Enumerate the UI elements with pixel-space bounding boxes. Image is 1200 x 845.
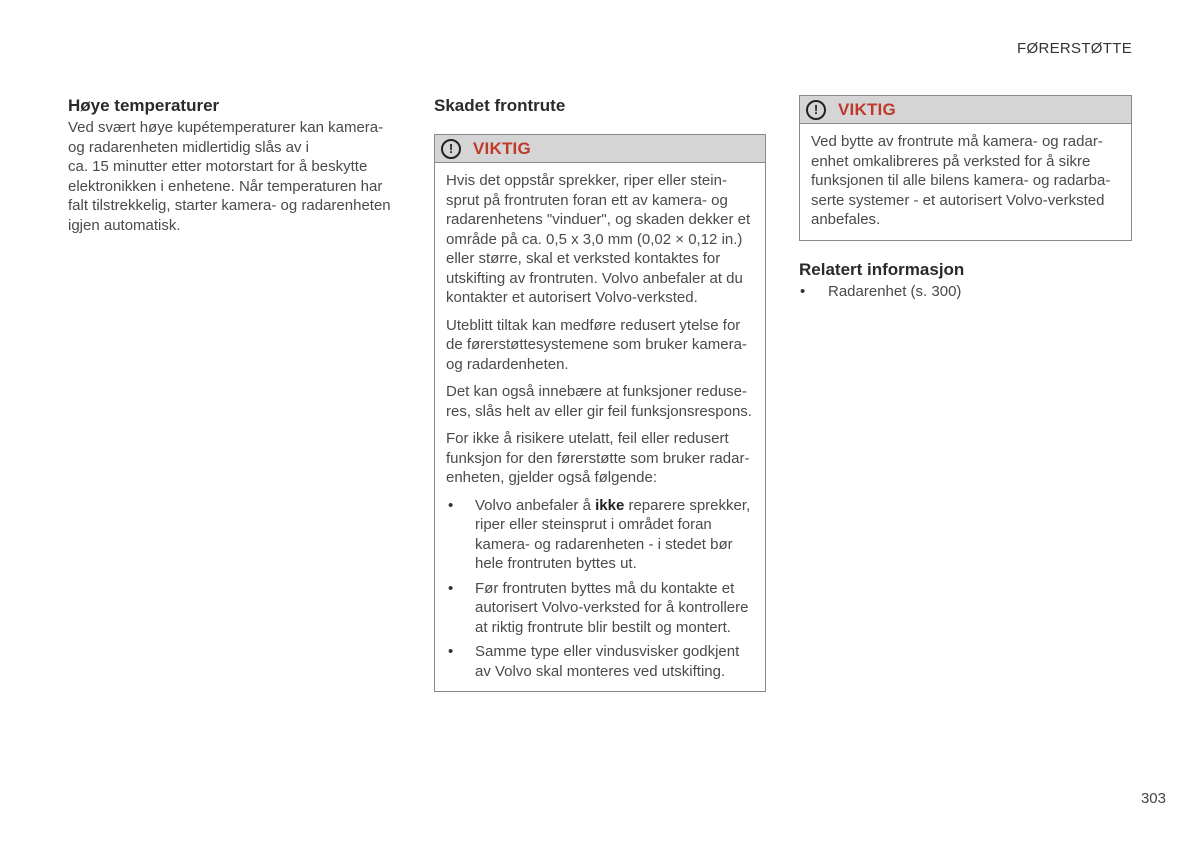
warning-box-calibration (799, 95, 1132, 241)
related-list (799, 282, 1132, 302)
warning-header (435, 135, 765, 163)
warning-paragraph-2: Uteblitt tiltak kan medføre redusert ytelse for de førerstøttesystemene som bruker kamera- og radardenheten. (446, 316, 747, 373)
section-header: FØRERSTØTTE (1017, 40, 1132, 57)
warning-bullet-list (446, 496, 754, 682)
warning-paragraph: Ved bytte av frontrute må kamera- og radar- enhet omkalibreres på verksted for å sikre funksjonen til alle bilens kamera- og radarba- serte systemer - et autorisert Volvo-verksted anbefales. (811, 133, 1111, 228)
heading-damaged-windscreen: Skadet frontrute (434, 96, 566, 115)
warning-paragraph-4: For ikke å risikere utelatt, feil eller redusert funksjon for den førerstøtte som bruker radar- enheten, gjelder også følgende: (446, 430, 750, 486)
exclamation-icon: ! (441, 139, 461, 159)
warning-paragraph-1: Hvis det oppstår sprekker, riper eller stein- sprut på frontruten foran ett av kamera- og radarenhetens "vinduer", og skaden dekker et område på ca. 0,5 x 3,0 mm (0,02 × 0,12 in.) eller større, skal et verksted kontaktes for utskifting av frontruten. Volvo anbefaler at du kontakter et autorisert Volvo-verksted. (446, 172, 751, 306)
paragraph-high-temperatures: Ved svært høye kupétemperaturer kan kamera- og radarenheten midlertidig slås av i ca. 15 minutter etter motorstart for å beskytte elektronikken i enhetene. Når temperaturen har falt tilstrekkelig, starter kamera- og radarenheten igjen automatisk. (68, 119, 391, 234)
list-item: • Volvo anbefaler å ikke reparere sprekker, riper eller steinsprut i området foran kamera- og radarenheten - i stedet bør hele frontruten byttes ut. (446, 496, 754, 574)
exclamation-icon: ! (806, 100, 826, 120)
warning-title: VIKTIG (838, 99, 896, 119)
list-item: • Før frontruten byttes må du kontakte et autorisert Volvo-verksted for å kontrollere at riktig frontrute blir bestilt og montert. (446, 579, 754, 638)
heading-high-temperatures: Høye temperaturer (68, 96, 220, 115)
related-link-radar-unit[interactable]: • Radarenhet (s. 300) (799, 282, 1132, 302)
warning-box-windscreen (434, 134, 766, 692)
warning-header (800, 96, 1131, 124)
warning-title: VIKTIG (473, 138, 531, 158)
column-damaged-windscreen (434, 95, 766, 692)
warning-body (800, 124, 1131, 240)
page-number: 303 (1140, 790, 1166, 807)
list-item: • Samme type eller vindusvisker godkjent av Volvo skal monteres ved utskifting. (446, 642, 754, 681)
column-calibration (799, 95, 1132, 301)
warning-body (435, 163, 765, 691)
related-information (799, 259, 1132, 302)
warning-paragraph-3: Det kan også innebære at funksjoner reduse- res, slås helt av eller gir feil funksjonsrespons. (446, 383, 752, 420)
column-high-temperatures (68, 95, 398, 235)
heading-related-information: Relatert informasjon (799, 259, 965, 279)
